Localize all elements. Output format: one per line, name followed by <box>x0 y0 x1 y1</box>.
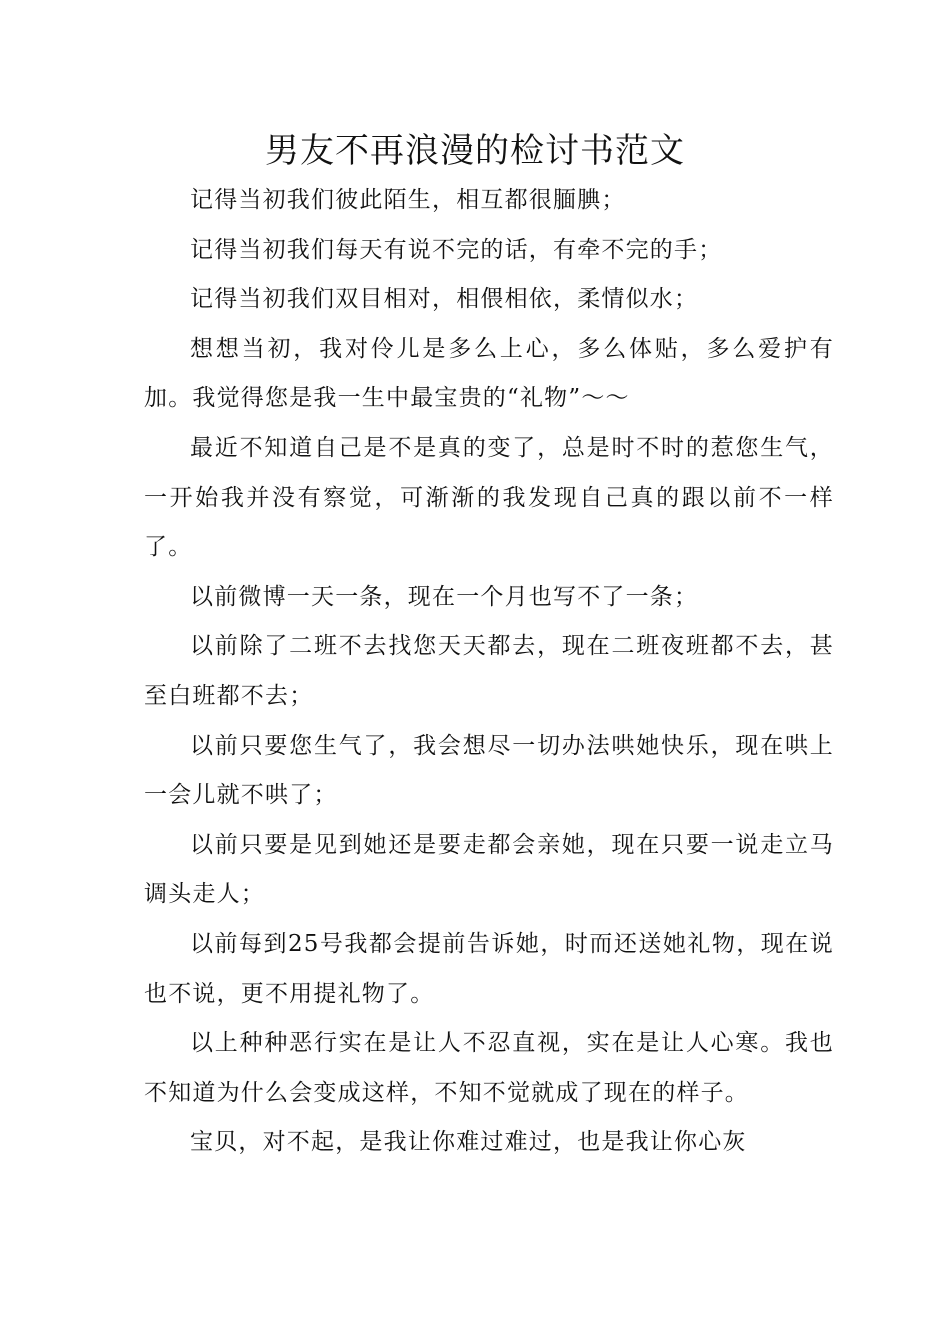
document-body <box>144 176 834 1168</box>
paragraph: 记得当初我们每天有说不完的话，有牵不完的手； <box>190 236 723 263</box>
paragraph: 宝贝，对不起，是我让你难过难过，也是我让你心灰 <box>190 1129 747 1156</box>
document-title: 男友不再浪漫的检讨书范文 <box>265 131 685 171</box>
paragraph: 以前每到25号我都会提前告诉她，时而还送她礼物，现在说也不说，更不用提礼物了。 <box>144 930 834 1007</box>
paragraph: 最近不知道自己是不是真的变了，总是时不时的惹您生气，一开始我并没有察觉，可渐渐的我发现自己真的跟以前不一样了。 <box>144 434 834 561</box>
paragraph: 记得当初我们双目相对，相偎相依，柔情似水； <box>190 286 699 313</box>
paragraph: 以前只要是见到她还是要走都会亲她，现在只要一说走立马调头走人； <box>144 831 834 908</box>
paragraph: 以前除了二班不去找您天天都去，现在二班夜班都不去，甚至白班都不去； <box>144 633 834 709</box>
paragraph: 记得当初我们彼此陌生，相互都很腼腆； <box>190 187 626 213</box>
paragraph: 以前只要您生气了，我会想尽一切办法哄她快乐，现在哄上一会儿就不哄了； <box>144 732 834 809</box>
paragraph: 以上种种恶行实在是让人不忍直视，实在是让人心寒。我也不知道为什么会变成这样，不知不觉就成了现在的样子。 <box>144 1030 834 1106</box>
paragraph: 想想当初，我对伶儿是多么上心，多么体贴，多么爱护有加。我觉得您是我一生中最宝贵的“礼物”～～ <box>144 335 834 412</box>
paragraph: 以前微博一天一条，现在一个月也写不了一条； <box>190 583 699 610</box>
